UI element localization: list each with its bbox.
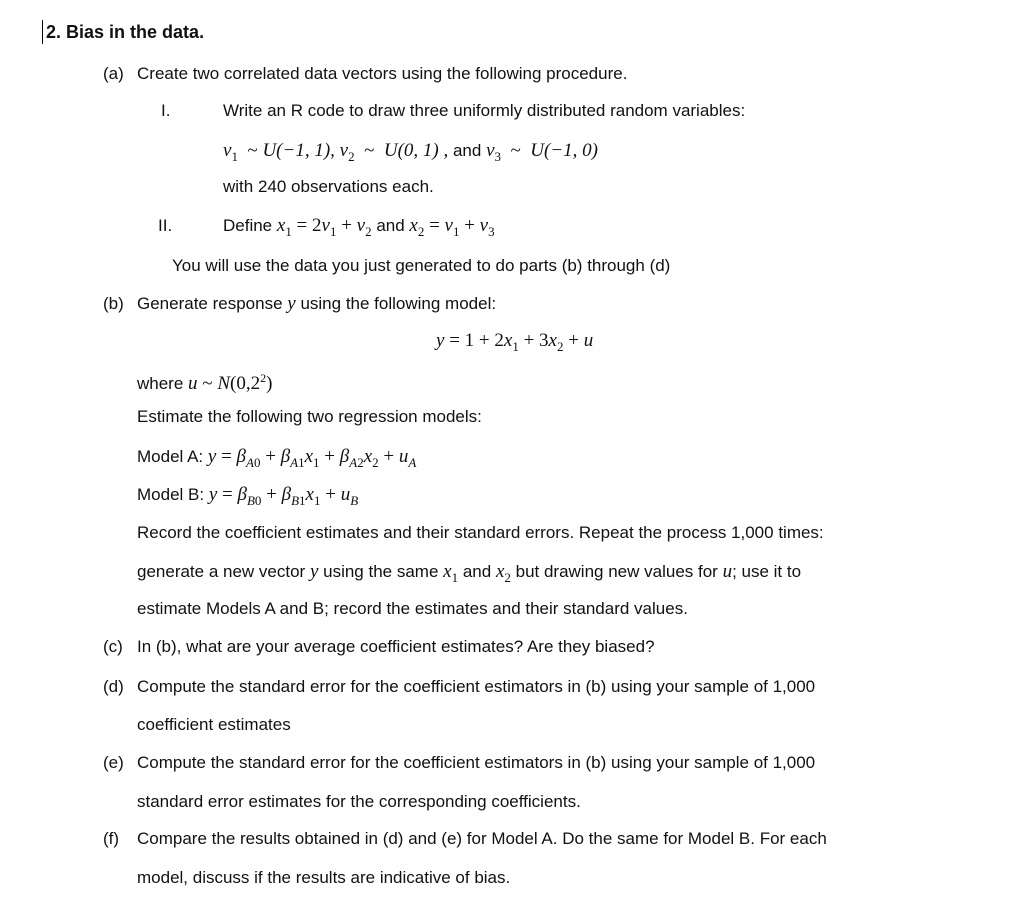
record-text-3: estimate Models A and B; record the estimates and their standard values. — [137, 599, 688, 618]
part-d-marker: (d) — [103, 677, 124, 696]
estimate-text: Estimate the following two regression models: — [137, 407, 482, 426]
model-equation: $y = 1 + 2x_1 + 3x_2 + u$ — [436, 330, 594, 354]
step-1-text: Write an R code to draw three uniformly distributed random variables: — [223, 101, 746, 120]
v2-distribution: U(0, 1) , — [383, 140, 449, 161]
part-a-marker: (a) — [103, 64, 124, 83]
observations-text: with 240 observations each. — [223, 177, 434, 196]
part-a-text: Create two correlated data vectors using the following procedure. — [137, 64, 628, 83]
step-2-definition: Define $x_1 = 2v_1 + v_2$ and $x_2 = v_1 + v_3$ — [223, 215, 495, 239]
model-b-equation: Model B: $y = \beta_{B0} + \beta_{B1}x_1 + u_B$ — [137, 484, 359, 508]
step-2-marker: II. — [158, 216, 173, 235]
part-f-marker: (f) — [103, 829, 120, 848]
part-d-text-2: coefficient estimates — [137, 715, 291, 734]
part-b-text: Generate response y using the following model: — [137, 293, 497, 314]
part-c-marker: (c) — [103, 637, 123, 656]
part-a-note: You will use the data you just generated to do parts (b) through (d) — [172, 256, 671, 275]
step-1-marker: I. — [161, 101, 171, 120]
distribution-line: $v_1$ ~ U(−1, 1), $v_2$ ~ U(0, 1) , and $v_3$ ~ U(−1, 0) — [223, 140, 598, 164]
part-e-marker: (e) — [103, 753, 124, 772]
problem-title: Bias in the data. — [66, 22, 205, 42]
v1-distribution: U(−1, 1), — [262, 140, 335, 161]
part-e-text-2: standard error estimates for the corresponding coefficients. — [137, 792, 581, 811]
problem-number: 2. — [46, 22, 62, 42]
part-d-text-1: Compute the standard error for the coefficient estimators in (b) using your sample of 1,000 — [137, 677, 816, 696]
part-b-marker: (b) — [103, 294, 124, 313]
part-f-text-1: Compare the results obtained in (d) and (e) for Model A. Do the same for Model B. For each — [137, 829, 827, 848]
record-text-1: Record the coefficient estimates and their standard errors. Repeat the process 1,000 times: — [137, 523, 824, 542]
model-a-equation: Model A: $y = \beta_{A0} + \beta_{A1}x_1 + \beta_{A2}x_2 + u_A$ — [137, 446, 417, 470]
error-distribution: where u ~ $N(0,2^2)$ — [137, 371, 273, 394]
part-f-text-2: model, discuss if the results are indicative of bias. — [137, 868, 511, 887]
part-c-text: In (b), what are your average coefficient estimates? Are they biased? — [137, 637, 655, 656]
text-cursor — [42, 20, 43, 44]
record-text-2: generate a new vector y using the same $x_1$ and $x_2$ but drawing new values for u; use it to — [137, 561, 802, 585]
v3-distribution: U(−1, 0) — [530, 140, 598, 161]
part-e-text-1: Compute the standard error for the coefficient estimators in (b) using your sample of 1,000 — [137, 753, 816, 772]
problem-heading — [46, 20, 204, 44]
